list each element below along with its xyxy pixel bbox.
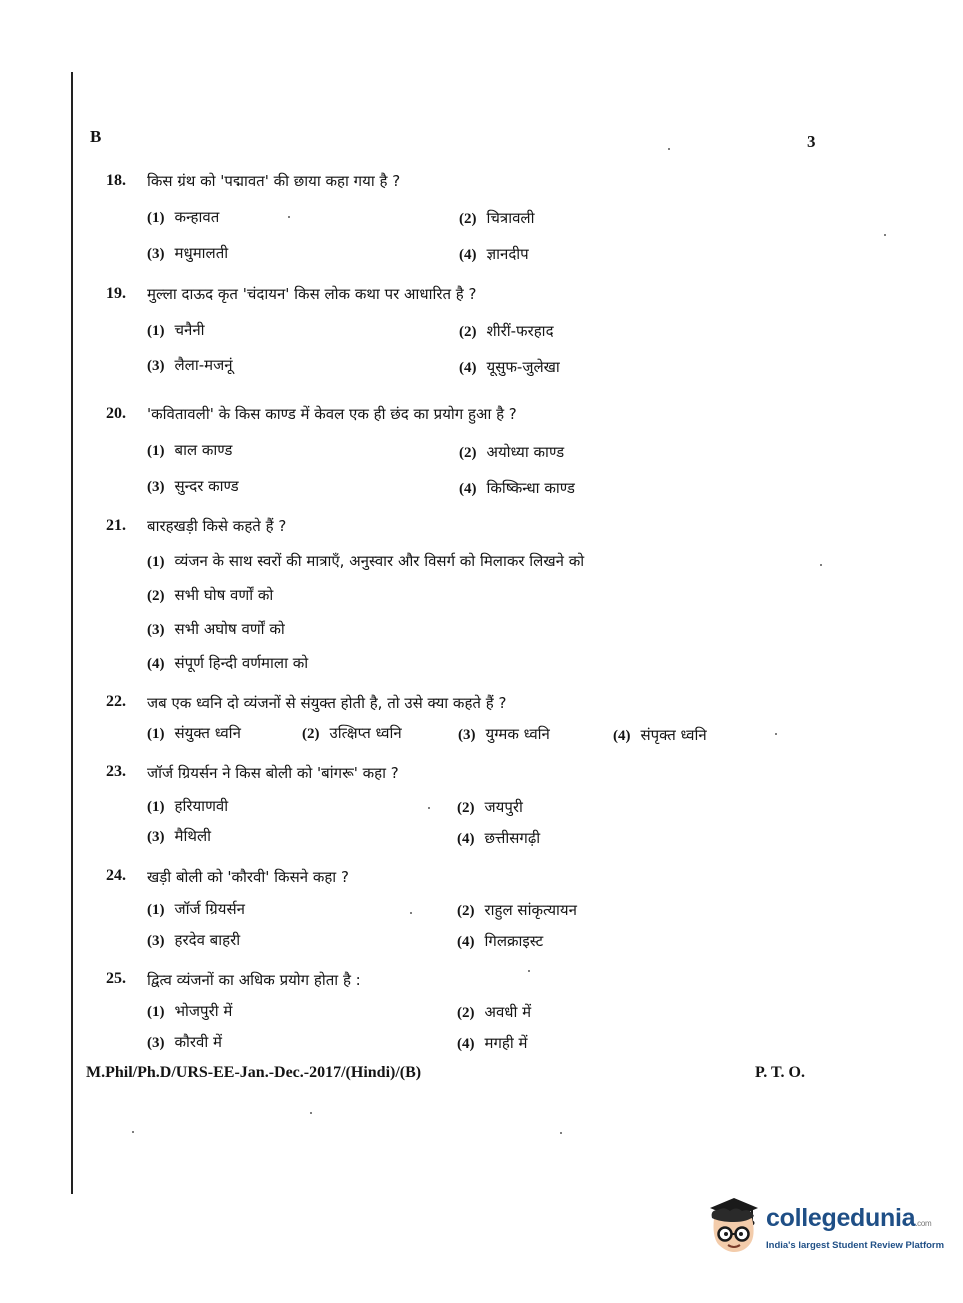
option-3: [147, 355, 233, 375]
question-number: 23.: [106, 763, 126, 780]
question-number: 25.: [106, 970, 126, 987]
option-key: (3): [147, 933, 165, 949]
option-key: (1): [147, 443, 165, 459]
scan-speck: [410, 912, 412, 914]
option-1: [147, 723, 241, 743]
option-text: हरियाणवी: [174, 797, 229, 815]
option-4: [457, 931, 543, 951]
question-text: जॉर्ज ग्रियर्सन ने किस बोली को 'बांगरू' कहा ?: [147, 764, 399, 782]
scan-speck: [775, 733, 777, 735]
option-2: [302, 723, 402, 743]
option-key: (4): [459, 481, 477, 497]
question-number: 19.: [106, 285, 126, 302]
option-3: [147, 826, 211, 846]
option-2: [457, 797, 523, 817]
question-text: जब एक ध्वनि दो व्यंजनों से संयुक्त होती है, तो उसे क्या कहते हैं ?: [147, 694, 507, 712]
scan-speck: [884, 234, 886, 236]
option-key: (2): [457, 800, 475, 816]
pto-label: P. T. O.: [755, 1064, 805, 1081]
option-text: युग्मक ध्वनि: [485, 725, 550, 743]
option-text: अवधी में: [484, 1003, 532, 1021]
option-4: [459, 357, 560, 377]
option-key: (2): [459, 445, 477, 461]
option-key: (1): [147, 210, 165, 226]
question-text: 'कवितावली' के किस काण्ड में केवल एक ही छंद का प्रयोग हुआ है ?: [147, 405, 517, 423]
option-text: भोजपुरी में: [174, 1002, 233, 1020]
page-margin-line: [71, 72, 73, 1194]
collegedunia-watermark: [704, 1196, 945, 1260]
option-2: [459, 208, 534, 228]
option-key: (3): [147, 622, 165, 638]
option-text: व्यंजन के साथ स्वरों की मात्राएँ, अनुस्वार और विसर्ग को मिलाकर लिखने को: [174, 552, 585, 570]
option-text: संपूर्ण हिन्दी वर्णमाला को: [174, 654, 309, 672]
option-text: जयपुरी: [484, 798, 523, 816]
option-text: अयोध्या काण्ड: [486, 443, 565, 461]
option-text: सभी घोष वर्णों को: [174, 586, 274, 604]
option-key: (3): [147, 829, 165, 845]
option-1: [147, 796, 228, 816]
question-number: 24.: [106, 867, 126, 884]
option-1: [147, 207, 219, 227]
option-3: [147, 619, 285, 639]
scan-speck: [132, 1131, 134, 1133]
option-key: (3): [458, 727, 476, 743]
scan-speck: [310, 1112, 312, 1114]
option-1: [147, 1001, 232, 1021]
option-key: (3): [147, 479, 165, 495]
option-key: (4): [147, 656, 165, 672]
brand-tagline: India's largest Student Review Platform: [766, 1240, 945, 1251]
set-label: B: [90, 127, 102, 146]
option-text: राहुल सांकृत्यायन: [484, 901, 577, 919]
option-4: [147, 653, 308, 673]
option-key: (4): [459, 360, 477, 376]
option-key: (4): [457, 831, 475, 847]
option-4: [459, 478, 575, 498]
option-text: संयुक्त ध्वनि: [174, 724, 241, 742]
option-key: (4): [457, 934, 475, 950]
option-text: यूसुफ-जुलेखा: [486, 358, 560, 376]
option-text: चित्रावली: [486, 209, 535, 227]
option-text: छत्तीसगढ़ी: [484, 829, 541, 847]
option-1: [147, 440, 232, 460]
option-3: [147, 243, 228, 263]
option-key: (2): [457, 903, 475, 919]
option-2: [459, 321, 554, 341]
option-key: (1): [147, 323, 165, 339]
question-number: 18.: [106, 172, 126, 189]
option-key: (3): [147, 1035, 165, 1051]
option-text: उत्क्षिप्त ध्वनि: [329, 724, 402, 742]
option-text: मैथिली: [174, 827, 211, 845]
brand-wordmark: collegedunia: [766, 1204, 916, 1232]
scan-speck: [820, 564, 822, 566]
option-text: गिलक्राइस्ट: [484, 932, 544, 950]
scan-speck: [668, 148, 670, 150]
option-3: [147, 476, 239, 496]
option-1: [147, 899, 245, 919]
option-4: [613, 725, 707, 745]
option-3: [147, 1032, 222, 1052]
paper-code: M.Phil/Ph.D/URS-EE-Jan.-Dec.-2017/(Hindi)/(B): [86, 1064, 422, 1081]
option-text: सभी अघोष वर्णों को: [174, 620, 285, 638]
option-text: बाल काण्ड: [174, 441, 233, 459]
option-4: [457, 828, 540, 848]
option-key: (1): [147, 554, 165, 570]
option-4: [457, 1033, 528, 1053]
option-key: (1): [147, 799, 165, 815]
option-text: जॉर्ज ग्रियर्सन: [174, 900, 245, 918]
option-key: (3): [147, 246, 165, 262]
option-key: (1): [147, 902, 165, 918]
option-text: हरदेव बाहरी: [174, 931, 241, 949]
page-number: 3: [807, 132, 816, 151]
option-text: ज्ञानदीप: [486, 245, 529, 263]
option-4: [459, 244, 529, 264]
option-text: सुन्दर काण्ड: [174, 477, 239, 495]
brand-dotcom: .com: [915, 1219, 932, 1228]
option-text: कौरवी में: [174, 1033, 223, 1051]
option-3: [147, 930, 240, 950]
option-key: (2): [147, 588, 165, 604]
option-key: (2): [459, 324, 477, 340]
question-text: द्वित्व व्यंजनों का अधिक प्रयोग होता है :: [147, 971, 361, 989]
option-key: (2): [302, 726, 320, 742]
student-cartoon-logo-icon: [704, 1196, 762, 1256]
option-key: (4): [613, 728, 631, 744]
option-text: संपृक्त ध्वनि: [640, 726, 707, 744]
option-text: मगही में: [484, 1034, 528, 1052]
option-2: [457, 900, 577, 920]
option-text: मधुमालती: [174, 244, 229, 262]
option-text: कन्हावत: [174, 208, 220, 226]
option-1: [147, 551, 584, 571]
question-number: 22.: [106, 693, 126, 710]
option-text: लैला-मजनूं: [174, 356, 233, 374]
question-text: बारहखड़ी किसे कहते हैं ?: [147, 517, 287, 535]
option-2: [459, 442, 564, 462]
option-text: शीरीं-फरहाद: [486, 322, 554, 340]
brand-name: [766, 1204, 931, 1233]
option-key: (1): [147, 726, 165, 742]
scan-speck: [428, 807, 430, 809]
question-text: खड़ी बोली को 'कौरवी' किसने कहा ?: [147, 868, 349, 886]
option-key: (4): [457, 1036, 475, 1052]
option-2: [147, 585, 273, 605]
option-key: (4): [459, 247, 477, 263]
question-text: मुल्ला दाऊद कृत 'चंदायन' किस लोक कथा पर आधारित है ?: [147, 285, 477, 303]
option-key: (2): [459, 211, 477, 227]
option-text: चनैनी: [174, 321, 205, 339]
scan-speck: [528, 970, 530, 972]
question-number: 20.: [106, 405, 126, 422]
option-key: (3): [147, 358, 165, 374]
scan-speck: [288, 216, 290, 218]
option-key: (2): [457, 1005, 475, 1021]
option-1: [147, 320, 205, 340]
scan-speck: [560, 1132, 562, 1134]
question-text: किस ग्रंथ को 'पद्मावत' की छाया कहा गया है ?: [147, 172, 401, 190]
question-number: 21.: [106, 517, 126, 534]
option-key: (1): [147, 1004, 165, 1020]
option-2: [457, 1002, 531, 1022]
option-3: [458, 724, 550, 744]
option-text: किष्किन्धा काण्ड: [486, 479, 575, 497]
